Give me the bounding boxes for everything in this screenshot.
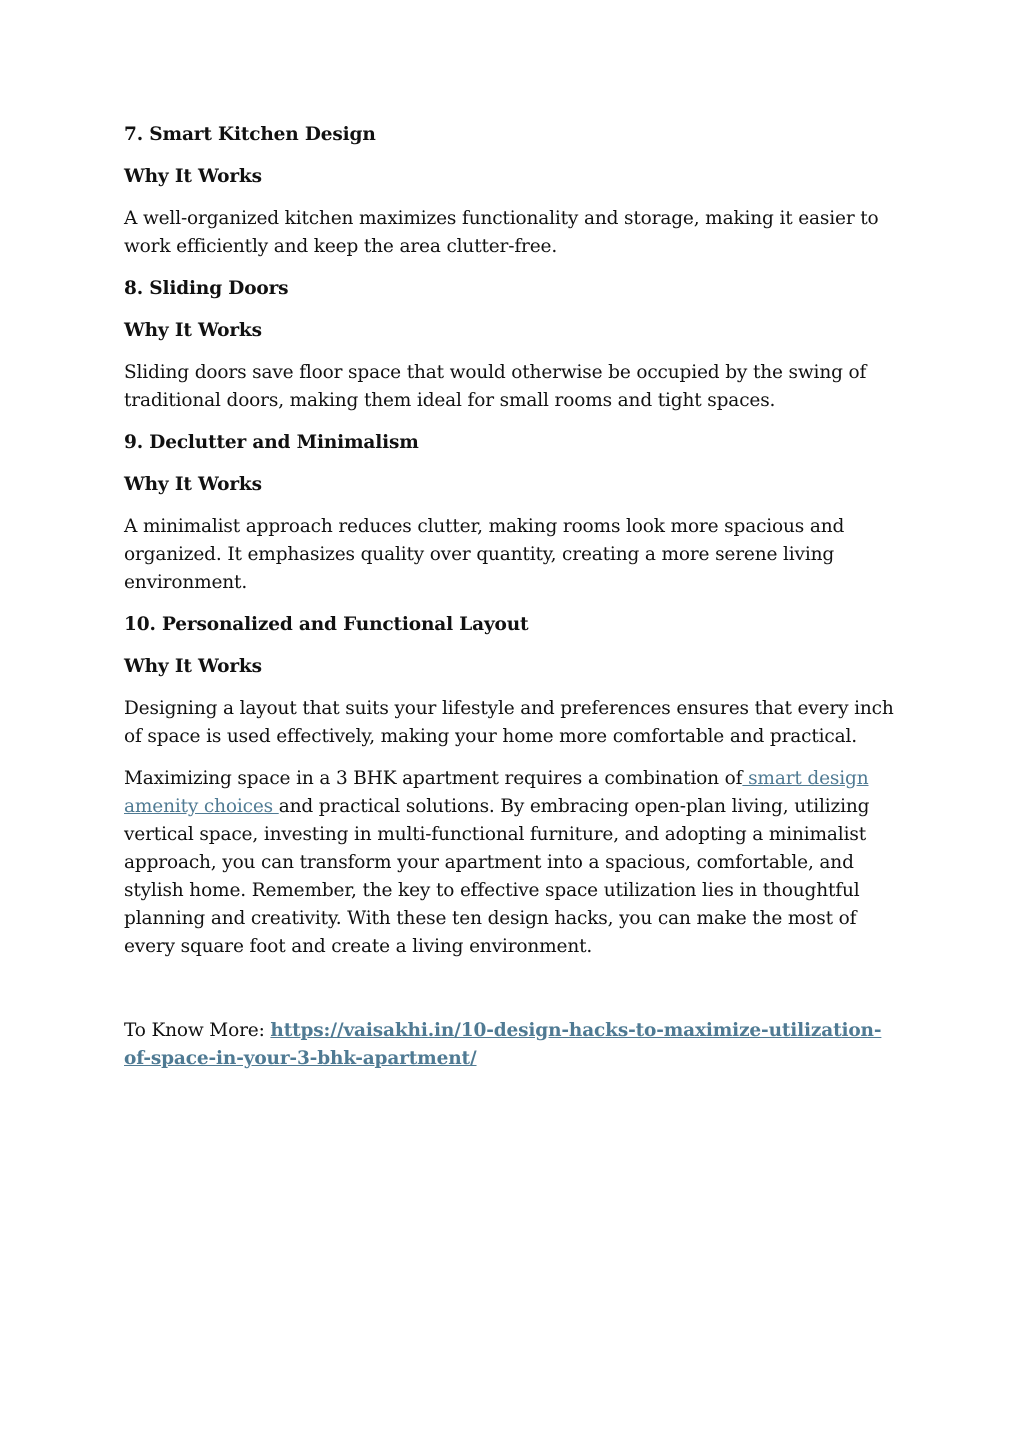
know-more-url-link[interactable]: https://vaisakhi.in/10-design-hacks-to-maximize-utilization-of-space-in-your-3-bhk-apartment/ (124, 1020, 882, 1069)
section-body-declutter: A minimalist approach reduces clutter, making rooms look more spacious and organized. It emphasizes quality over quantity, creating a more serene living environment. (124, 516, 845, 593)
conclusion-text-after-link: and practical solutions. By embracing open-plan living, utilizing vertical space, investing in multi-functional furniture, and adopting a minimalist approach, you can transform your apartment into a spacious, comfortable, and stylish home. Remember, the key to effective space utilization lies in thoughtful planning and creativity. With these ten design hacks, you can make the most of every square foot and create a living environment. (124, 796, 870, 957)
why-it-works-heading: Why It Works (124, 474, 262, 495)
section-title-sliding-doors: 8. Sliding Doors (124, 278, 289, 299)
why-it-works-heading: Why It Works (124, 656, 262, 677)
conclusion-text-before-link: Maximizing space in a 3 BHK apartment requires a combination of (124, 768, 743, 789)
why-it-works-heading: Why It Works (124, 320, 262, 341)
section-body-personalized-layout: Designing a layout that suits your lifestyle and preferences ensures that every inch of space is used effectively, making your home more comfortable and practical. (124, 698, 894, 747)
section-body-sliding-doors: Sliding doors save floor space that would otherwise be occupied by the swing of traditional doors, making them ideal for small rooms and tight spaces. (124, 362, 867, 411)
smart-design-amenity-link[interactable]: smart design amenity choices (124, 768, 869, 817)
spacer (124, 975, 904, 1017)
section-body-smart-kitchen: A well-organized kitchen maximizes functionality and storage, making it easier to work efficiently and keep the area clutter-free. (124, 208, 879, 257)
section-title-declutter: 9. Declutter and Minimalism (124, 432, 419, 453)
know-more-label: To Know More: (124, 1020, 271, 1041)
conclusion-paragraph (124, 765, 904, 961)
section-title-smart-kitchen: 7. Smart Kitchen Design (124, 124, 376, 145)
why-it-works-heading: Why It Works (124, 166, 262, 187)
document-page (124, 121, 904, 1073)
know-more-line (124, 1017, 904, 1073)
section-title-personalized-layout: 10. Personalized and Functional Layout (124, 614, 529, 635)
